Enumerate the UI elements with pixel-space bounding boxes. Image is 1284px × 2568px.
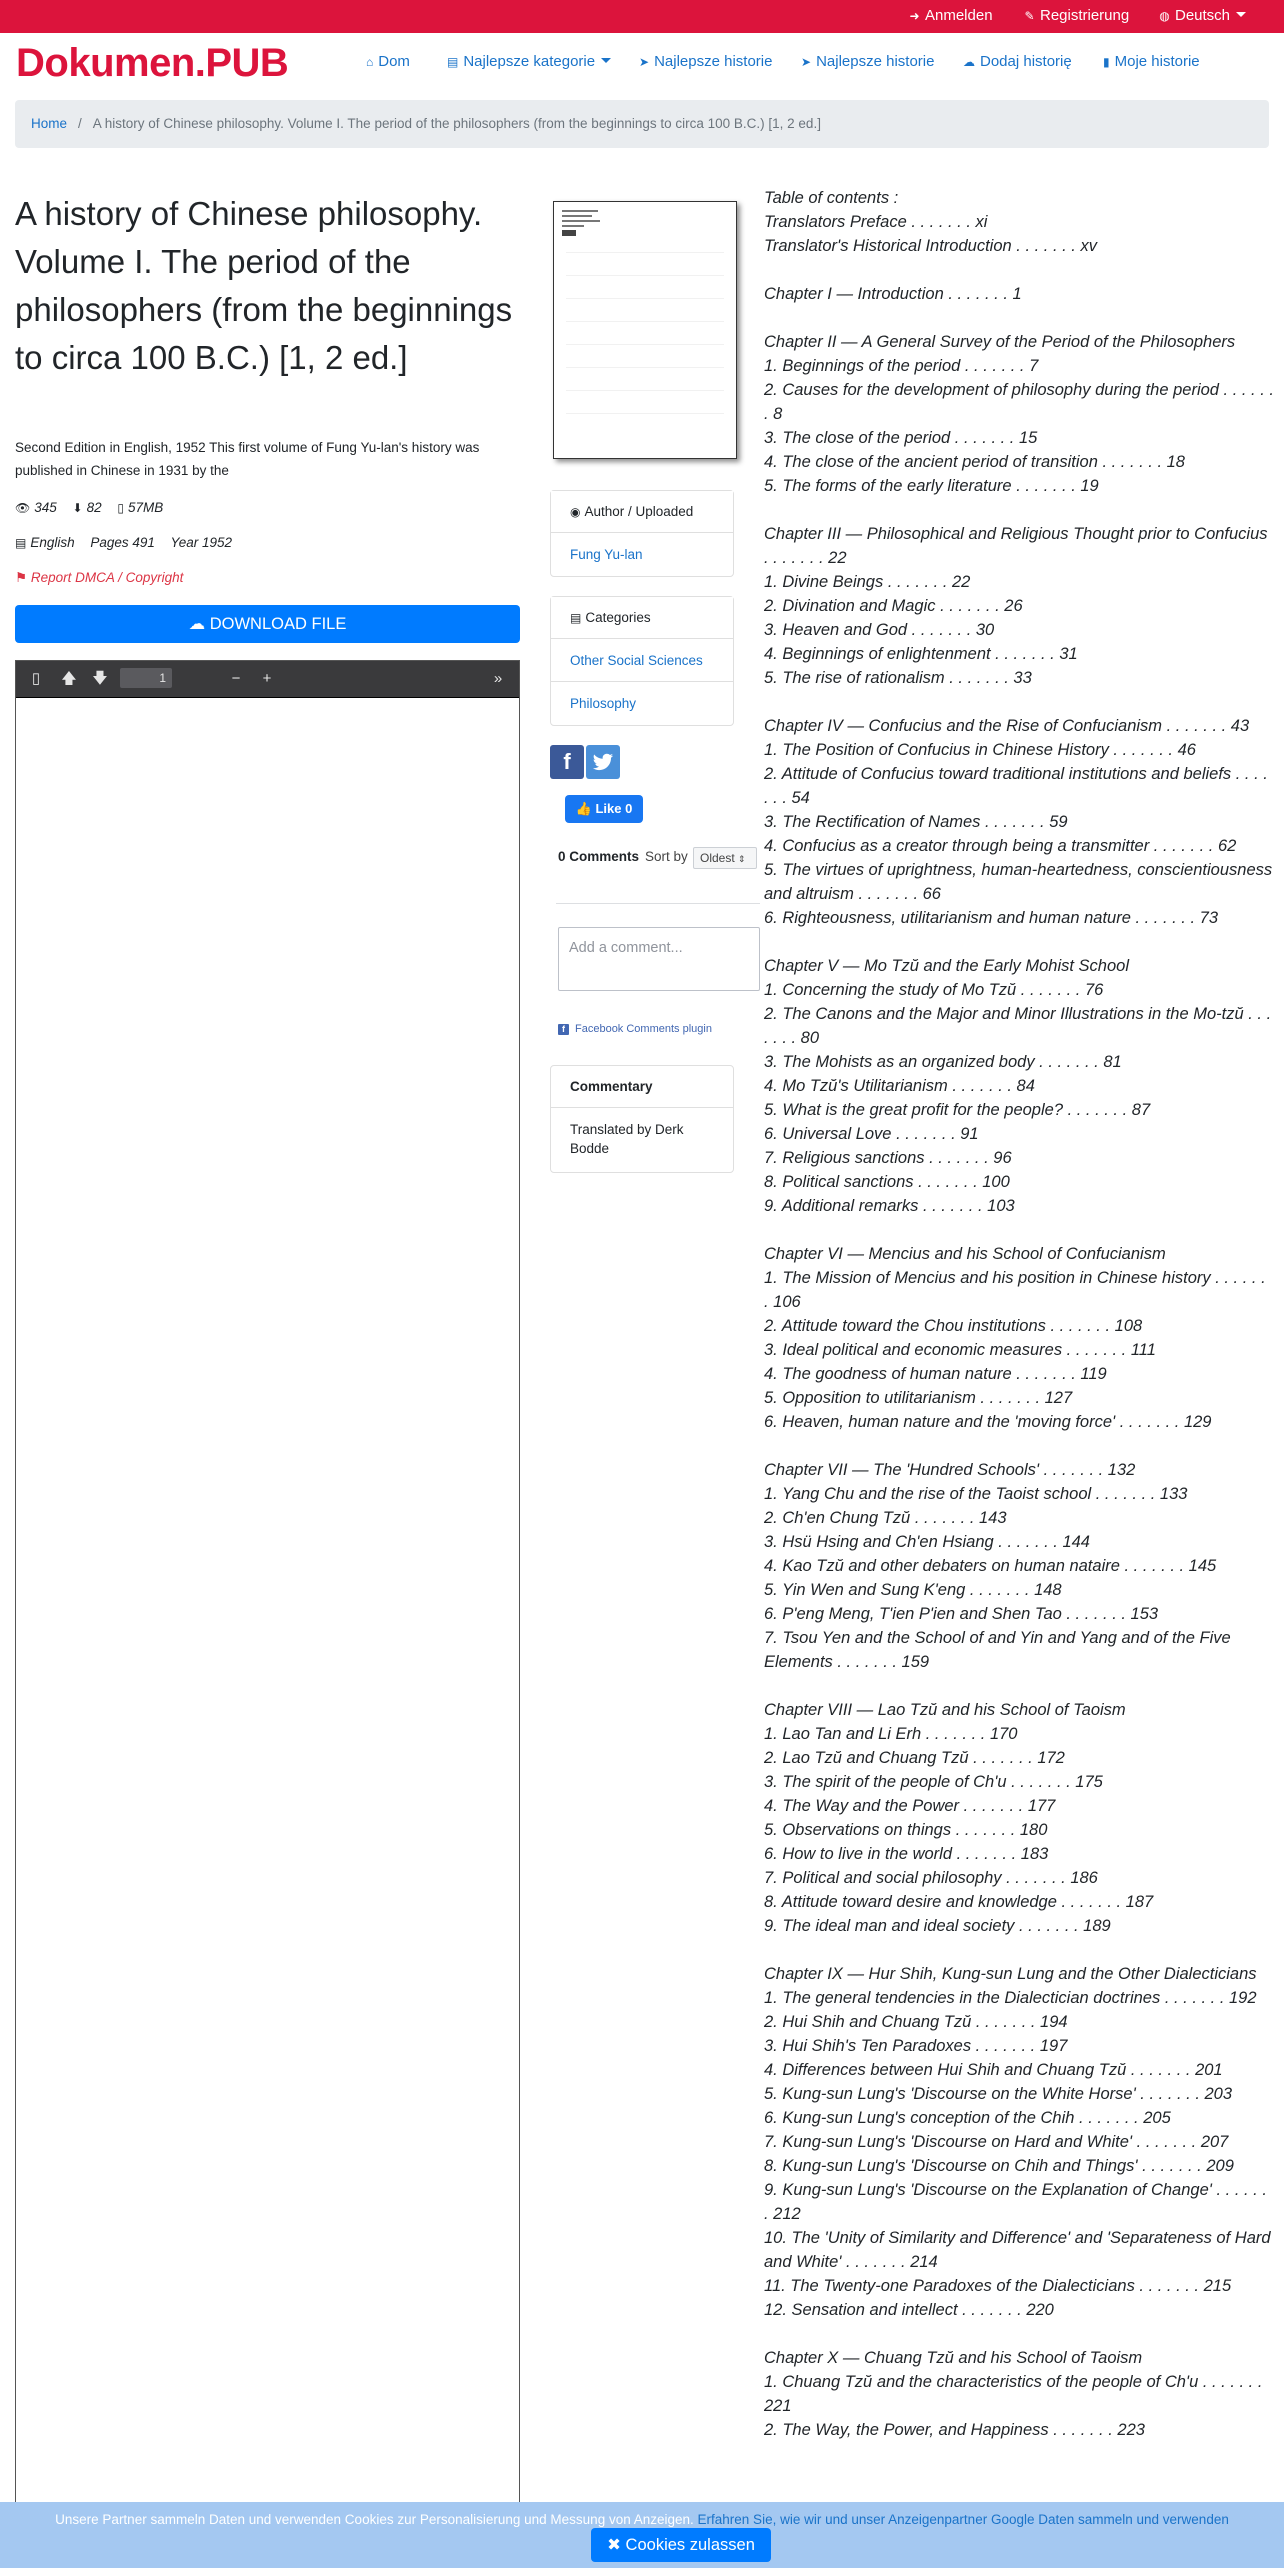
chevron-down-icon [601,58,611,63]
details-row [15,535,244,550]
toc-line: 2. Divination and Magic . . . . . . . 26 [764,597,1023,615]
flag-icon: ⚑ [15,570,28,585]
navbar [0,33,1284,93]
breadcrumb-separator: / [78,116,82,131]
site-logo[interactable]: Dokumen.PUB [16,41,289,85]
list-icon: ▤ [447,55,459,69]
paper-plane-icon: ➤ [639,55,650,69]
toc-line: 9. Kung-sun Lung's 'Discourse on the Explanation of Change' . . . . . . . 212 [764,2181,1267,2223]
toc-spacer [764,690,1274,714]
page-title: A history of Chinese philosophy. Volume I. The period of the philosophers (from the beginnings to circa 100 B.C.) [1, 2 ed.] [15,195,513,376]
language-dropdown[interactable] [1158,7,1246,25]
toc-line: 2. Attitude of Confucius toward traditional institutions and beliefs . . . . . . . 54 [764,765,1268,807]
categories-card-header [551,597,733,639]
register-link[interactable] [1023,7,1129,25]
toc-line: Chapter I — Introduction . . . . . . . 1 [764,285,1022,303]
breadcrumb-current: A history of Chinese philosophy. Volume I. The period of the philosophers (from the beginnings to circa 100 B.C.) [1, 2 ed.] [92,116,821,131]
toc-line: 3. The Rectification of Names . . . . . . . 59 [764,813,1068,831]
toc-line: Chapter V — Mo Tzŭ and the Early Mohist School [764,957,1129,975]
toc-line: 5. Observations on things . . . . . . . 180 [764,1821,1048,1839]
toc-line: 6. Universal Love . . . . . . . 91 [764,1125,979,1143]
page-number-input[interactable]: 1 [120,668,172,688]
toc-line: 3. The Mohists as an organized body . . . . . . . 81 [764,1053,1122,1071]
publication-year: Year 1952 [170,535,233,550]
toc-line: 5. What is the great profit for the people? . . . . . . . 87 [764,1101,1151,1119]
report-label: Report DMCA / Copyright [30,570,184,585]
cookie-text: Unsere Partner sammeln Daten und verwenden Cookies zur Personalisierung und Messung von Anzeigen. [55,2512,694,2527]
toc-line: 2. The Canons and the Major and Minor Illustrations in the Mo-tzŭ . . . . . . . 80 [764,1005,1272,1047]
document-language: English [30,535,75,550]
categories-header-label: Categories [585,610,651,625]
toc-line: 1. Lao Tan and Li Erh . . . . . . . 170 [764,1725,1018,1743]
category-link[interactable]: Philosophy [570,696,637,711]
toc-line: 3. Hsü Hsing and Ch'en Hsiang . . . . . . . 144 [764,1533,1090,1551]
toc-line: 6. P'eng Meng, T'ien P'ien and Shen Tao . . . . . . . 153 [764,1605,1159,1623]
toc-line: 3. The spirit of the people of Ch'u . . . . . . . 175 [764,1773,1103,1791]
toc-line: 9. The ideal man and ideal society . . . . . . . 189 [764,1917,1111,1935]
file-icon: ▯ [117,501,124,515]
toc-line: 4. Differences between Hui Shih and Chuang Tzŭ . . . . . . . 201 [764,2061,1223,2079]
nav-item-label: Dom [378,53,410,70]
next-page-icon[interactable]: 🡇 [92,670,108,687]
toc-line: 1. Chuang Tzŭ and the characteristics of the people of Ch'u . . . . . . . 221 [764,2373,1263,2415]
toc-line: 5. The virtues of uprightness, human-heartedness, conscientiousness and altruism . . . . . . . 66 [764,861,1273,903]
plugin-label: Facebook Comments plugin [575,1023,712,1035]
report-dmca-link[interactable] [15,570,183,586]
list-icon: ▤ [570,611,582,625]
toc-line: 1. The general tendencies in the Dialectician doctrines . . . . . . . 192 [764,1989,1257,2007]
document-description: Second Edition in English, 1952 This first volume of Fung Yu-lan's history was published in Chinese in 1931 by the [15,440,480,478]
toc-spacer [764,1218,1274,1242]
allow-cookies-label: Cookies zulassen [625,2536,755,2554]
toc-spacer [764,1434,1274,1458]
cookie-info-link[interactable]: Erfahren Sie, wie wir und unser Anzeigenpartner Google Daten sammeln und verwenden [697,2512,1229,2527]
toc-line: 3. Heaven and God . . . . . . . 30 [764,621,995,639]
views-count: 345 [34,500,57,515]
toc-line: 5. The forms of the early literature . . . . . . . 19 [764,477,1099,495]
downloads-count: 82 [86,500,102,515]
nav-item-home[interactable] [366,52,410,72]
toc-spacer [764,930,1274,954]
comments-count: 0 Comments [558,849,640,864]
zoom-in-icon[interactable]: + [262,670,272,687]
toc-line: Table of contents : [764,189,899,207]
facebook-icon: f [563,749,571,774]
toc-line: 4. Beginnings of enlightenment . . . . . . . 31 [764,645,1078,663]
toc-line: Chapter IV — Confucius and the Rise of Confucianism . . . . . . . 43 [764,717,1250,735]
toc-line: Translators Preface . . . . . . . xi [764,213,988,231]
more-tools-icon[interactable]: » [493,670,503,687]
toc-line: 4. The close of the ancient period of transition . . . . . . . 18 [764,453,1185,471]
sort-value: Oldest [700,851,735,865]
table-of-contents [764,186,1274,2442]
toc-line: 6. Heaven, human nature and the 'moving force' . . . . . . . 129 [764,1413,1212,1431]
toc-spacer [764,2322,1274,2346]
toc-line: 5. Yin Wen and Sung K'eng . . . . . . . 148 [764,1581,1062,1599]
download-icon: ⬇ [72,501,83,515]
register-label: Registrierung [1040,7,1130,24]
toc-spacer [764,258,1274,282]
facebook-like-button[interactable] [565,795,643,823]
toc-line: 3. Hui Shih's Ten Paradoxes . . . . . . . 197 [764,2037,1068,2055]
breadcrumb-home[interactable]: Home [31,116,68,131]
toc-line: 4. Mo Tzŭ's Utilitarianism . . . . . . . 84 [764,1077,1035,1095]
nav-item-add-story[interactable] [963,52,1072,72]
twitter-share-button[interactable] [586,745,620,779]
login-label: Anmelden [925,7,993,24]
nav-item-categories[interactable] [447,52,611,72]
cloud-upload-icon: ☁ [963,55,975,69]
commentary-header: Commentary [551,1066,733,1108]
toc-line: 3. Ideal political and economic measures . . . . . . . 111 [764,1341,1156,1359]
nav-item-label: Dodaj historię [980,53,1072,70]
toc-line: Chapter III — Philosophical and Religious Thought prior to Confucius . . . . . . . 22 [764,525,1268,567]
language-label: Deutsch [1175,7,1231,24]
nav-item-top-stories-2[interactable] [801,52,934,72]
toc-line: 5. Opposition to utilitarianism . . . . . . . 127 [764,1389,1073,1407]
sort-select[interactable] [693,847,757,869]
language-icon: ▤ [15,536,27,550]
toc-line: 3. The close of the period . . . . . . . 15 [764,429,1038,447]
pdf-toolbar [16,661,519,698]
thumbs-up-icon: 👍 [575,801,592,816]
eye-icon: 👁 [15,501,31,515]
user-circle-icon: ◉ [570,505,581,519]
toc-line: 8. Attitude toward desire and knowledge . . . . . . . 187 [764,1893,1154,1911]
login-link[interactable] [908,7,993,25]
toc-line: 7. Tsou Yen and the School of and Yin and Yang and of the Five Elements . . . . . . . 159 [764,1629,1231,1671]
toc-line: 1. Yang Chu and the rise of the Taoist school . . . . . . . 133 [764,1485,1188,1503]
toc-line: 1. Beginnings of the period . . . . . . . 7 [764,357,1039,375]
toc-line: 4. Confucius as a creator through being a transmitter . . . . . . . 62 [764,837,1237,855]
toc-spacer [764,1938,1274,1962]
toc-spacer [764,1674,1274,1698]
toc-line: 10. The 'Unity of Similarity and Difference' and 'Separateness of Hard and White' . . . . . . . 214 [764,2229,1271,2271]
breadcrumb [15,100,1269,148]
top-bar [0,0,1284,33]
toc-line: 1. The Position of Confucius in Chinese History . . . . . . . 46 [764,741,1196,759]
toc-line: 9. Additional remarks . . . . . . . 103 [764,1197,1015,1215]
twitter-icon [592,751,614,773]
toc-line: Chapter VII — The 'Hundred Schools' . . . . . . . 132 [764,1461,1136,1479]
nav-item-label: Moje historie [1114,53,1200,70]
thumbnail-page-lines [566,252,724,436]
home-icon: ⌂ [366,55,374,69]
facebook-icon: f [558,1024,569,1035]
commentary-card [550,1065,734,1173]
toc-line: 5. Kung-sun Lung's 'Discourse on the White Horse' . . . . . . . 203 [764,2085,1233,2103]
facebook-share-button[interactable] [550,745,584,779]
toc-spacer [764,306,1274,330]
close-icon: ✖ [607,2536,621,2554]
toc-line: 12. Sensation and intellect . . . . . . . 220 [764,2301,1054,2319]
toc-line: 4. The Way and the Power . . . . . . . 177 [764,1797,1056,1815]
nav-item-my-stories[interactable] [1103,52,1200,72]
toc-line: 8. Political sanctions . . . . . . . 100 [764,1173,1010,1191]
toc-line: 6. Righteousness, utilitarianism and human nature . . . . . . . 73 [764,909,1218,927]
toc-line: Chapter VI — Mencius and his School of Confucianism [764,1245,1166,1263]
sidebar-toggle-icon[interactable]: ▯ [31,670,41,687]
toc-line: Chapter IX — Hur Shih, Kung-sun Lung and the Other Dialecticians [764,1965,1257,1983]
file-size: 57MB [128,500,164,515]
previous-page-icon[interactable]: 🡅 [61,670,77,687]
author-card-header [551,491,733,533]
toc-line: 1. Divine Beings . . . . . . . 22 [764,573,971,591]
comments-divider [556,903,760,904]
toc-line: 6. How to live in the world . . . . . . . 183 [764,1845,1049,1863]
cloud-download-icon: ☁ [188,615,206,633]
toc-line: 2. Lao Tzŭ and Chuang Tzŭ . . . . . . . 172 [764,1749,1065,1767]
sort-arrows-icon: ⇕ [738,854,746,864]
download-file-button[interactable] [15,605,520,643]
toc-line: Translator's Historical Introduction . . . . . . . xv [764,237,1097,255]
toc-line: 4. Kao Tzŭ and other debaters on human nataire . . . . . . . 145 [764,1557,1217,1575]
category-link[interactable]: Other Social Sciences [551,639,733,682]
pdf-viewer[interactable] [15,660,520,2568]
toc-line: 7. Kung-sun Lung's 'Discourse on Hard and White' . . . . . . . 207 [764,2133,1229,2151]
categories-card [550,596,734,726]
toc-line: 4. The goodness of human nature . . . . . . . 119 [764,1365,1107,1383]
chevron-down-icon [1236,12,1246,17]
toc-line: Chapter X — Chuang Tzŭ and his School of Taoism [764,2349,1143,2367]
comment-input[interactable]: Add a comment... [558,927,760,991]
toc-line: 7. Religious sanctions . . . . . . . 96 [764,1149,1012,1167]
globe-icon: ◍ [1159,9,1170,23]
facebook-comments-plugin-link[interactable] [558,1023,712,1035]
toc-line: 7. Political and social philosophy . . . . . . . 186 [764,1869,1098,1887]
stats-row [15,500,175,515]
author-link[interactable]: Fung Yu-lan [570,547,643,562]
page-count: Pages 491 [90,535,155,550]
toc-line: 2. Attitude toward the Chou institutions . . . . . . . 108 [764,1317,1143,1335]
toc-line: 11. The Twenty-one Paradoxes of the Dialecticians . . . . . . . 215 [764,2277,1232,2295]
nav-item-label: Najlepsze historie [816,53,935,70]
edit-icon: ✎ [1024,9,1035,23]
toc-line: 1. Concerning the study of Mo Tzŭ . . . . . . . 76 [764,981,1104,999]
toc-line: 1. The Mission of Mencius and his position in Chinese history . . . . . . . 106 [764,1269,1266,1311]
author-header-label: Author / Uploaded [584,504,694,519]
nav-item-label: Najlepsze historie [654,53,773,70]
sort-by-label: Sort by [645,849,688,864]
like-label: Like 0 [595,801,633,816]
allow-cookies-button[interactable] [591,2528,771,2562]
download-label: DOWNLOAD FILE [209,615,347,633]
author-card [550,490,734,577]
commentary-body: Translated by Derk Bodde [570,1122,684,1156]
toc-line: Chapter VIII — Lao Tzŭ and his School of Taoism [764,1701,1126,1719]
sign-in-icon: ➜ [909,9,920,23]
toc-line: 6. Kung-sun Lung's conception of the Chih . . . . . . . 205 [764,2109,1171,2127]
document-thumbnail[interactable] [553,201,737,459]
file-icon: ▮ [1103,55,1110,69]
thumbnail-text-block [562,210,602,239]
toc-line: 5. The rise of rationalism . . . . . . . 33 [764,669,1032,687]
zoom-out-icon[interactable]: − [231,670,241,687]
toc-line: Chapter II — A General Survey of the Period of the Philosophers [764,333,1236,351]
toc-line: 8. Kung-sun Lung's 'Discourse on Chih and Things' . . . . . . . 209 [764,2157,1234,2175]
nav-item-top-stories[interactable] [639,52,772,72]
toc-line: 2. Hui Shih and Chuang Tzŭ . . . . . . . 194 [764,2013,1068,2031]
toc-line: 2. Causes for the development of philosophy during the period . . . . . . . 8 [764,381,1274,423]
toc-line: 2. Ch'en Chung Tzŭ . . . . . . . 143 [764,1509,1007,1527]
toc-spacer [764,498,1274,522]
nav-item-label: Najlepsze kategorie [463,53,596,70]
toc-line: 2. The Way, the Power, and Happiness . . . . . . . 223 [764,2421,1145,2439]
paper-plane-icon: ➤ [801,55,812,69]
